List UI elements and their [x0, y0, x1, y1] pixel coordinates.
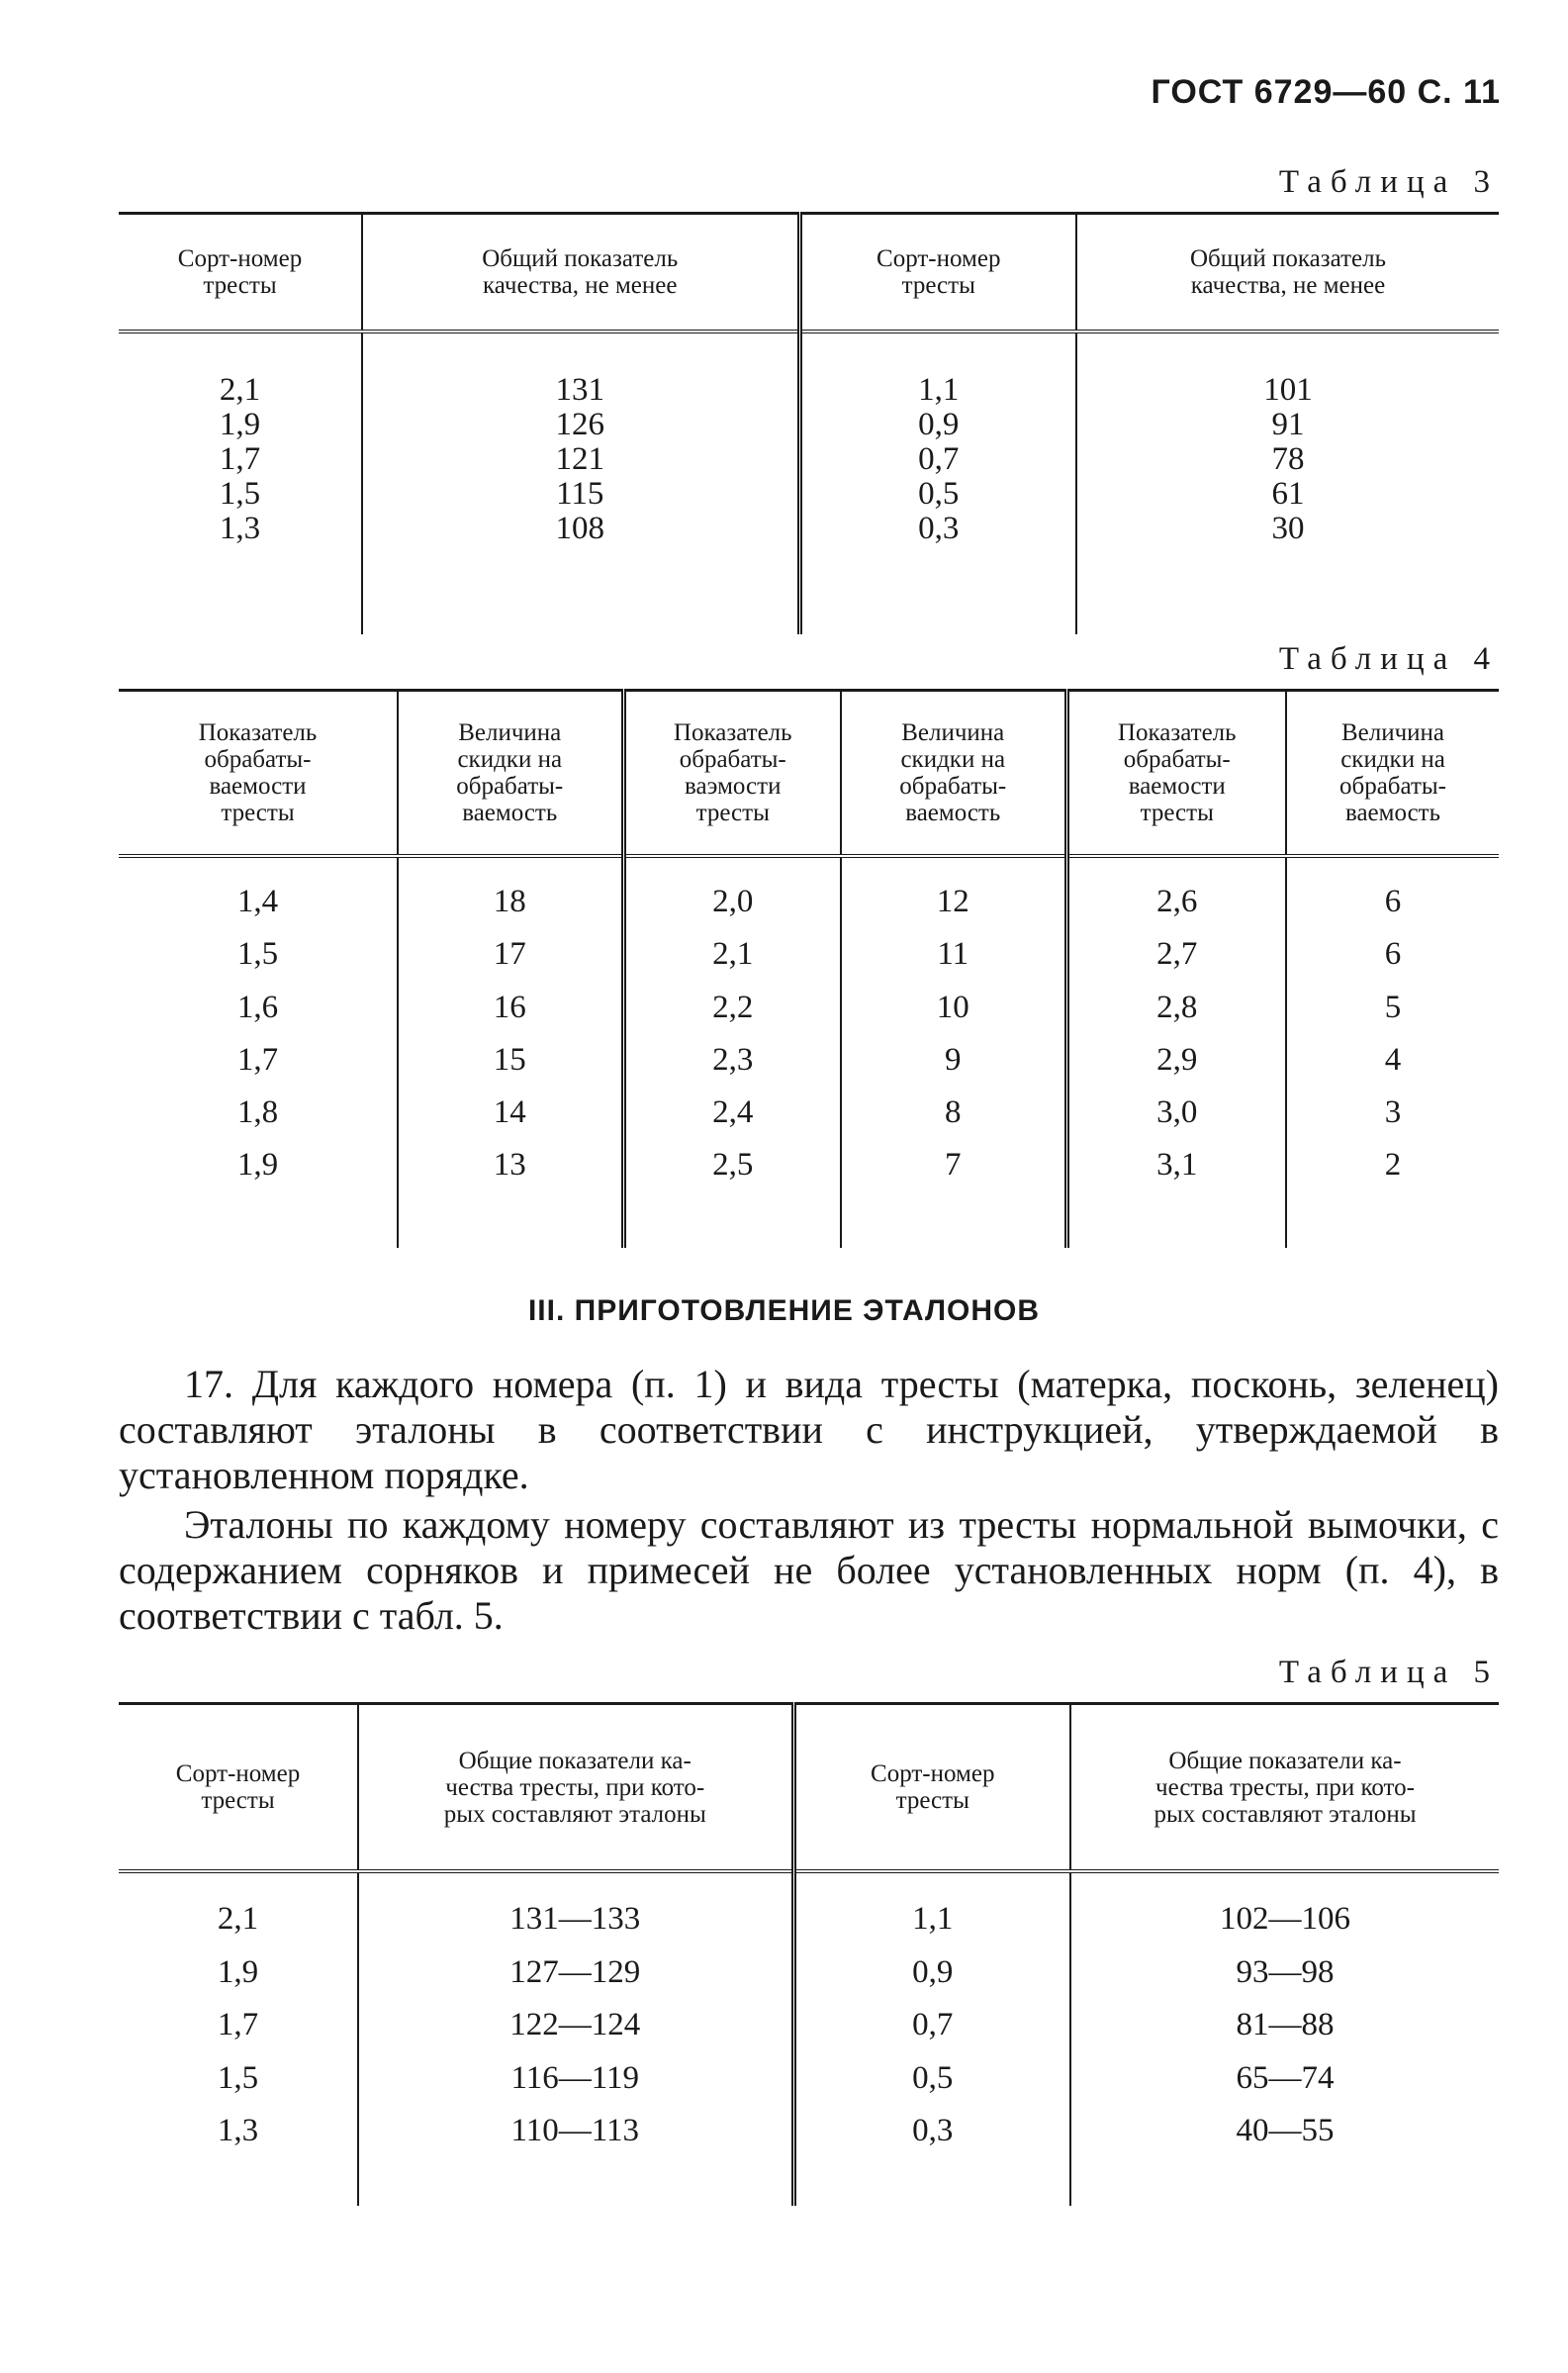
table-cell: 0,5 [918, 476, 960, 512]
table-cell: 91 [1271, 407, 1305, 442]
table-cell: 1,9 [217, 1953, 259, 1990]
table-cell: 17 [493, 936, 526, 973]
table-cell: 131—133 [509, 1901, 641, 1937]
table-cell: 2,9 [1156, 1041, 1198, 1078]
table4-header-4: Величина скидки на обрабаты- ваемость [841, 691, 1066, 857]
table-cell: 1,5 [236, 936, 279, 973]
table3-col-2 [362, 332, 799, 634]
table4-col-1 [119, 856, 398, 1248]
table-cell: 81—88 [1236, 2007, 1335, 2043]
table-cell: 108 [555, 511, 604, 546]
table-cell: 0,9 [912, 1953, 954, 1990]
table-cell: 3 [1384, 1094, 1402, 1131]
table5-header-3: Сорт-номер тресты [793, 1704, 1070, 1872]
table-cell: 2,3 [712, 1041, 754, 1078]
table-cell: 115 [556, 476, 604, 512]
table-cell: 3,0 [1156, 1094, 1198, 1131]
table4-header-1: Показатель обрабаты- ваемости тресты [119, 691, 398, 857]
table-cell: 131 [555, 372, 604, 408]
table5-header-2: Общие показатели ка- чества тресты, при кото- рых составляют эталоны [358, 1704, 793, 1872]
table-cell: 2 [1384, 1147, 1402, 1184]
table-cell: 2,1 [712, 936, 754, 973]
table-cell: 1,5 [217, 2059, 259, 2096]
table4-header-6: Величина скидки на обрабаты- ваемость [1286, 691, 1499, 857]
table3-col-1 [119, 332, 362, 634]
table4-col-3 [623, 856, 841, 1248]
paragraph-17: 17. Для каждого номера (п. 1) и вида тресты (матерка, посконь, зеленец) составляют эталоны в соответствии с инструкцией, утверждаемой в установленном порядке. [119, 1362, 1499, 1497]
table-cell: 1,1 [912, 1901, 954, 1937]
table-cell: 122—124 [509, 2007, 641, 2043]
table-cell: 8 [945, 1094, 962, 1131]
table-cell: 126 [555, 407, 604, 442]
table-cell: 14 [493, 1094, 526, 1131]
table3-col-3 [799, 332, 1076, 634]
table-cell: 1,9 [236, 1147, 279, 1184]
table-cell: 10 [936, 989, 969, 1025]
table-cell: 101 [1263, 372, 1313, 408]
table4-col-4 [841, 856, 1066, 1248]
table5-col-3 [793, 1871, 1070, 2206]
table5-col-2 [358, 1871, 793, 2206]
table-cell: 1,3 [219, 511, 261, 546]
table-cell: 1,7 [236, 1041, 279, 1078]
table-cell: 4 [1384, 1041, 1402, 1078]
table4-caption: Таблица 4 [1278, 641, 1499, 677]
table-cell: 65—74 [1236, 2059, 1335, 2096]
table-cell: 15 [493, 1041, 526, 1078]
table-cell: 7 [945, 1147, 962, 1184]
table-5 [119, 1702, 1499, 2206]
table-cell: 116—119 [510, 2059, 640, 2096]
table-cell: 93—98 [1236, 1953, 1335, 1990]
table5-header-1: Сорт-номер тресты [119, 1704, 358, 1872]
table-cell: 1,8 [236, 1094, 279, 1131]
section-heading: III. ПРИГОТОВЛЕНИЕ ЭТАЛОНОВ [527, 1294, 1041, 1327]
table3-header-1: Сорт-номер тресты [119, 214, 362, 332]
paragraph-etalons: Эталоны по каждому номеру составляют из тресты нормальной вымочки, с содержанием сорняков и примесей не более установленных норм (п. 4), в соответствии с табл. 5. [119, 1502, 1499, 1638]
table-cell: 6 [1384, 936, 1402, 973]
table-cell: 2,7 [1156, 936, 1198, 973]
table-cell: 5 [1384, 989, 1402, 1025]
table-cell: 30 [1271, 511, 1305, 546]
table-cell: 12 [936, 884, 969, 919]
table-cell: 2,0 [712, 884, 754, 919]
table-cell: 16 [493, 989, 526, 1025]
page-header: ГОСТ 6729—60 С. 11 [1151, 73, 1501, 111]
table-cell: 110—113 [510, 2113, 640, 2149]
table-cell: 0,7 [918, 441, 960, 477]
table3-header-2: Общий показатель качества, не менее [362, 214, 799, 332]
table-cell: 3,1 [1156, 1147, 1198, 1184]
table-cell: 2,1 [219, 372, 261, 408]
table-cell: 13 [493, 1147, 526, 1184]
table-cell: 1,7 [217, 2007, 259, 2043]
table-cell: 2,5 [712, 1147, 754, 1184]
table3-col-4 [1076, 332, 1499, 634]
table-cell: 121 [555, 441, 604, 477]
table-cell: 78 [1271, 441, 1305, 477]
table-cell: 1,7 [219, 441, 261, 477]
table3-header-3: Сорт-номер тресты [799, 214, 1076, 332]
table4-col-5 [1066, 856, 1286, 1248]
table-cell: 127—129 [509, 1953, 641, 1990]
table4-col-2 [398, 856, 623, 1248]
table-cell: 1,6 [236, 989, 279, 1025]
table-cell: 1,4 [236, 884, 279, 919]
table5-header-4: Общие показатели ка- чества тресты, при кото- рых составляют эталоны [1070, 1704, 1499, 1872]
table-cell: 0,5 [912, 2059, 954, 2096]
table-cell: 1,3 [217, 2113, 259, 2149]
table-cell: 2,6 [1156, 884, 1198, 919]
table-cell: 0,7 [912, 2007, 954, 2043]
table-cell: 2,4 [712, 1094, 754, 1131]
table4-header-2: Величина скидки на обрабаты- ваемость [398, 691, 623, 857]
table5-col-4 [1070, 1871, 1499, 2206]
table-cell: 2,1 [217, 1901, 259, 1937]
table3-header-4: Общий показатель качества, не менее [1076, 214, 1499, 332]
table-cell: 0,9 [918, 407, 960, 442]
table4-header-3: Показатель обрабаты- ваэмости тресты [623, 691, 841, 857]
table5-caption: Таблица 5 [1278, 1655, 1499, 1690]
table-cell: 1,1 [918, 372, 960, 408]
table-cell: 2,2 [712, 989, 754, 1025]
table-cell: 6 [1384, 884, 1402, 919]
table-cell: 61 [1271, 476, 1305, 512]
table-3 [119, 212, 1499, 634]
table-cell: 0,3 [912, 2113, 954, 2149]
table4-header-5: Показатель обрабаты- ваемости тресты [1066, 691, 1286, 857]
table-cell: 1,9 [219, 407, 261, 442]
table-cell: 11 [937, 936, 969, 973]
table-cell: 40—55 [1236, 2113, 1335, 2149]
table3-caption: Таблица 3 [1278, 164, 1499, 200]
table4-col-6 [1286, 856, 1499, 1248]
table-4 [119, 689, 1499, 1248]
table-cell: 9 [945, 1041, 962, 1078]
table5-col-1 [119, 1871, 358, 2206]
table-cell: 2,8 [1156, 989, 1198, 1025]
table-cell: 18 [493, 884, 526, 919]
table-cell: 0,3 [918, 511, 960, 546]
table-cell: 102—106 [1220, 1901, 1350, 1937]
table-cell: 1,5 [219, 476, 261, 512]
